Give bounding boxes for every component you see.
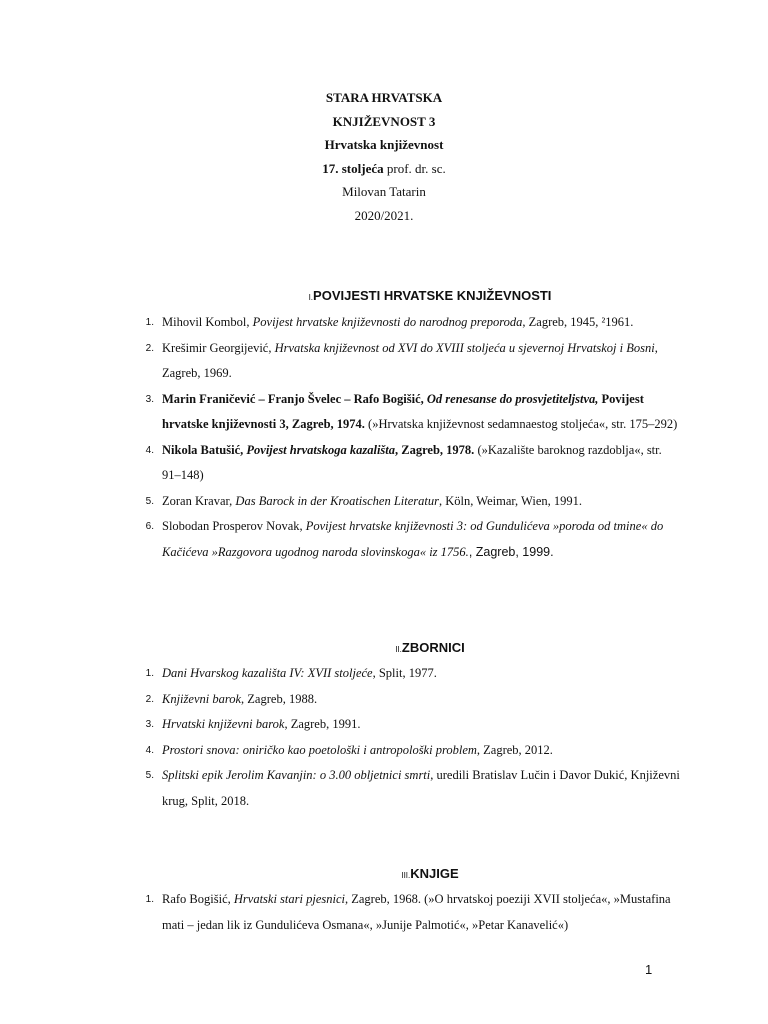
document-header: [0, 86, 768, 227]
page-number: 1: [645, 962, 653, 977]
header-line-4-bold: 17. stoljeća: [322, 160, 384, 176]
list-item: [145, 489, 682, 515]
header-line-3: Hrvatska književnost: [324, 137, 444, 152]
item-rest: , Zagreb, 1988.: [241, 691, 318, 706]
list-item-number: 2.: [145, 342, 154, 354]
list-item-number: 2.: [145, 693, 154, 705]
item-rest: , Zagreb, 1991.: [284, 717, 361, 731]
section-3-title: KNJIGE: [410, 866, 459, 881]
item-rest: (»Hrvatska književnost sedamnaestog stoljeća«, str. 175–292): [364, 417, 678, 431]
item-title: Hrvatski stari pjesnici: [233, 892, 345, 906]
list-item: [145, 712, 682, 738]
item-author: Slobodan Prosperov Novak,: [162, 519, 306, 533]
list-item-number: 3.: [145, 393, 154, 405]
section-heading-3: [0, 866, 768, 881]
item-rest: , Köln, Weimar, Wien, 1991.: [439, 493, 582, 508]
item-rest: , Zagreb, 1969.: [162, 340, 658, 380]
item-title: Povijest hrvatske književnosti do narodnog preporoda: [252, 315, 523, 329]
list-item-number: 3.: [145, 719, 154, 730]
item-title: Književni barok: [162, 691, 242, 706]
list-item: [145, 687, 682, 713]
section-2-title: ZBORNICI: [401, 640, 465, 655]
section-1-title: POVIJESTI HRVATSKE KNJIŽEVNOSTI: [313, 288, 552, 303]
item-rest: , Zagreb, 1999.: [468, 544, 554, 559]
list-item-number: 1.: [145, 668, 154, 679]
item-author: Marin Franičević – Franjo Švelec – Rafo Bogišić,: [162, 391, 427, 406]
item-title: Hrvatska književnost od XVI do XVIII stoljeća u sjevernoj Hrvatskoj i Bosni: [274, 340, 655, 355]
list-item: [145, 310, 682, 336]
list-item: [145, 887, 682, 938]
section-2-roman: II.: [395, 645, 402, 654]
item-rest: , Split, 1977.: [372, 666, 437, 680]
list-item-number: 5.: [145, 770, 154, 781]
list-item: [145, 438, 682, 489]
item-title: Hrvatski književni barok: [162, 717, 285, 731]
list-item-number: 5.: [145, 495, 154, 507]
item-title: Povijest hrvatskoga kazališta: [246, 442, 396, 457]
item-author: Nikola Batušić,: [162, 442, 247, 457]
item-rest: , uredili Bratislav Lučin i Davor Dukić, Književni krug, Split, 2018.: [162, 768, 680, 808]
item-title: Prostori snova: oniričko kao poetološki i antropološki problem: [162, 742, 477, 757]
list-item: [145, 514, 682, 565]
header-line-1: STARA HRVATSKA: [325, 90, 443, 105]
section-heading-2: [0, 640, 768, 655]
header-line-4-rest: prof. dr. sc.: [383, 160, 446, 176]
section-3-list: [145, 887, 682, 938]
list-item: [145, 387, 682, 438]
item-author: Zoran Kravar,: [162, 493, 236, 508]
item-author: Mihovil Kombol,: [162, 315, 253, 329]
list-item: [145, 738, 682, 764]
section-2-list: [145, 661, 682, 814]
section-1-roman: I.: [308, 293, 314, 302]
item-title: Od renesanse do prosvjetiteljstva,: [426, 391, 599, 406]
item-bold-rest: Povijest hrvatske književnosti 3, Zagreb, 1974.: [162, 391, 644, 431]
list-item-number: 6.: [145, 521, 154, 532]
list-item: [145, 336, 682, 387]
list-item: [145, 661, 682, 687]
item-rest: (»Kazalište baroknog razdoblja«, str. 91–148): [162, 442, 662, 482]
header-line-6: 2020/2021.: [354, 207, 414, 223]
section-3-roman: III.: [401, 871, 411, 880]
list-item: [145, 763, 682, 814]
list-item-number: 4.: [145, 744, 154, 756]
item-title: Dani Hvarskog kazališta IV: XVII stoljeće: [162, 666, 373, 680]
header-line-4: [0, 157, 768, 181]
header-line-2: KNJIŽEVNOST 3: [332, 113, 436, 129]
item-title: Povijest hrvatske književnosti 3: od Gundulićeva »poroda od tmine« do Kačićeva »Razgovora ugodnog naroda slovinskoga« iz 1756.: [162, 519, 664, 559]
item-rest: , Zagreb, 1968. (»O hrvatskoj poeziji XVII stoljeća«, »Mustafina mati – jedan lik iz Gundulićeva Osmana«, »Junije Palmotić«, »Petar Kanavelić«): [162, 892, 671, 932]
section-heading-1: [0, 288, 768, 303]
item-bold-rest: , Zagreb, 1978.: [395, 442, 475, 457]
item-author: Krešimir Georgijević,: [162, 340, 275, 355]
item-title: Das Barock in der Kroatischen Literatur: [235, 493, 439, 508]
header-line-5: Milovan Tatarin: [342, 184, 426, 199]
list-item-number: 4.: [145, 444, 154, 456]
list-item-number: 1.: [145, 894, 154, 905]
section-1-list: [145, 310, 682, 565]
item-rest: , Zagreb, 1945, ²1961.: [522, 315, 634, 329]
item-author: Rafo Bogišić,: [162, 892, 234, 906]
item-title: Splitski epik Jerolim Kavanjin: o 3.00 obljetnici smrti: [162, 768, 431, 782]
list-item-number: 1.: [145, 317, 154, 328]
item-rest: , Zagreb, 2012.: [476, 742, 553, 757]
